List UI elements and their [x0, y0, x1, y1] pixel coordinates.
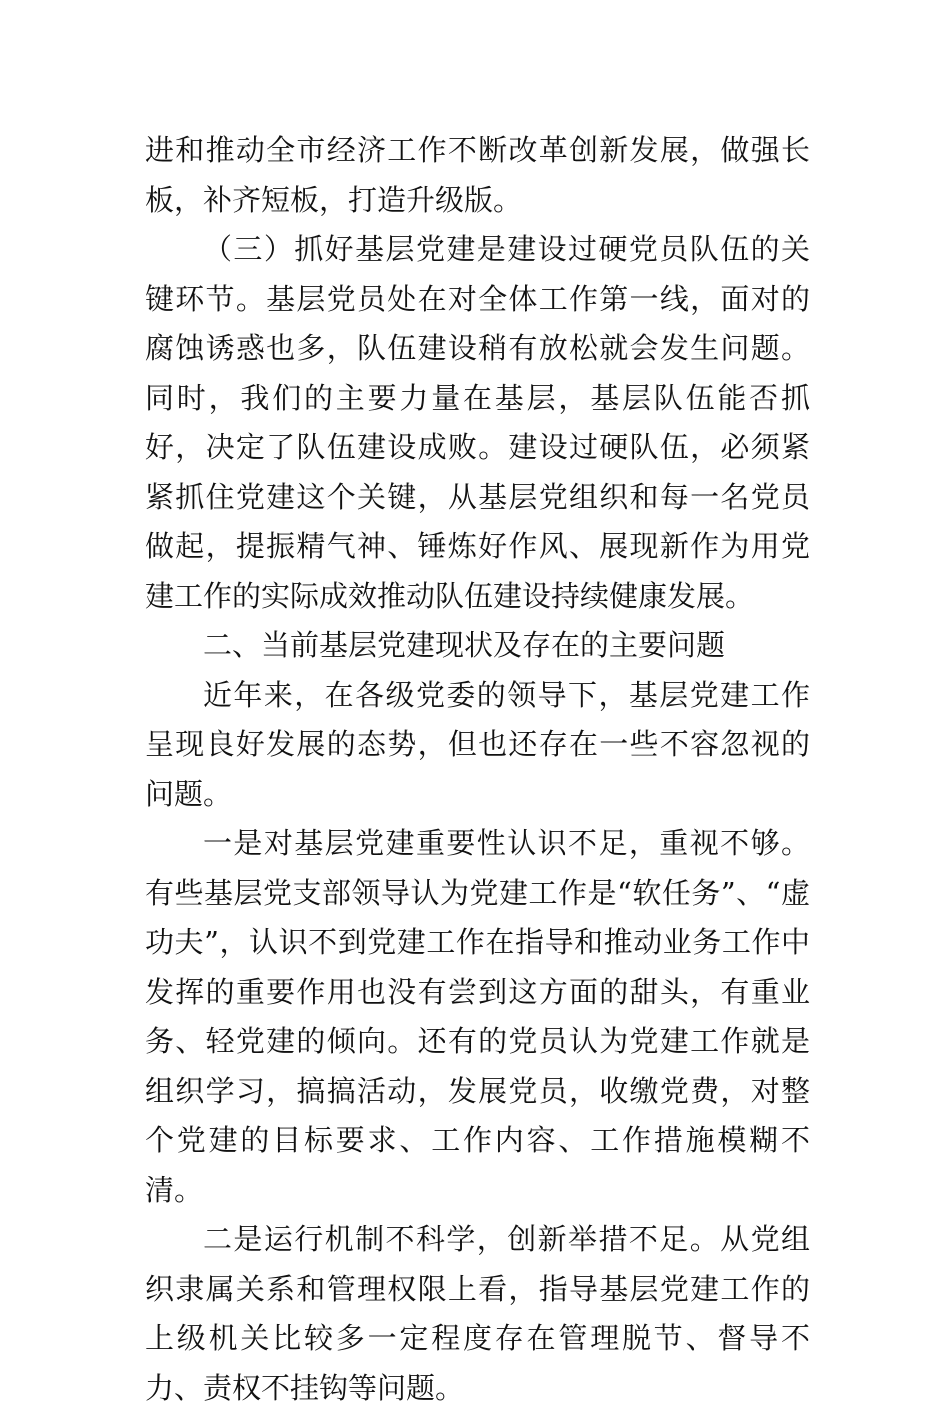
paragraph-continuation: 进和推动全市经济工作不断改革创新发展，做强长板，补齐短板，打造升级版。	[145, 133, 810, 217]
paragraph-section-three: （三）抓好基层党建是建设过硬党员队伍的关键环节。基层党员处在对全体工作第一线，面对的腐蚀诱惑也多，队伍建设稍有放松就会发生问题。同时，我们的主要力量在基层，基层队伍能否抓好，决定了队伍建设成败。建设过硬队伍，必须紧紧抓住党建这个关键，从基层党组织和每一名党员做起，提振精气神、锤炼好作风、展现新作为用党建工作的实际成效推动队伍建设持续健康发展。	[145, 232, 810, 613]
paragraph-intro: 近年来，在各级党委的领导下，基层党建工作呈现良好发展的态势，但也还存在一些不容忽视的问题。	[145, 677, 810, 811]
paragraph-point-one: 一是对基层党建重要性认识不足，重视不够。有些基层党支部领导认为党建工作是“软任务”、“虚功夫”，认识不到党建工作在指导和推动业务工作中发挥的重要作用也没有尝到这方面的甜头，有重业务、轻党建的倾向。还有的党员认为党建工作就是组织学习，搞搞活动，发展党员，收缴党费，对整个党建的目标要求、工作内容、工作措施模糊不清。	[145, 826, 810, 1207]
section-heading-two: 二、当前基层党建现状及存在的主要问题	[203, 628, 726, 662]
paragraph-point-two: 二是运行机制不科学，创新举措不足。从党组织隶属关系和管理权限上看，指导基层党建工作的上级机关比较多一定程度存在管理脱节、督导不力、责权不挂钩等问题。	[145, 1222, 810, 1405]
document-body	[145, 126, 810, 1413]
